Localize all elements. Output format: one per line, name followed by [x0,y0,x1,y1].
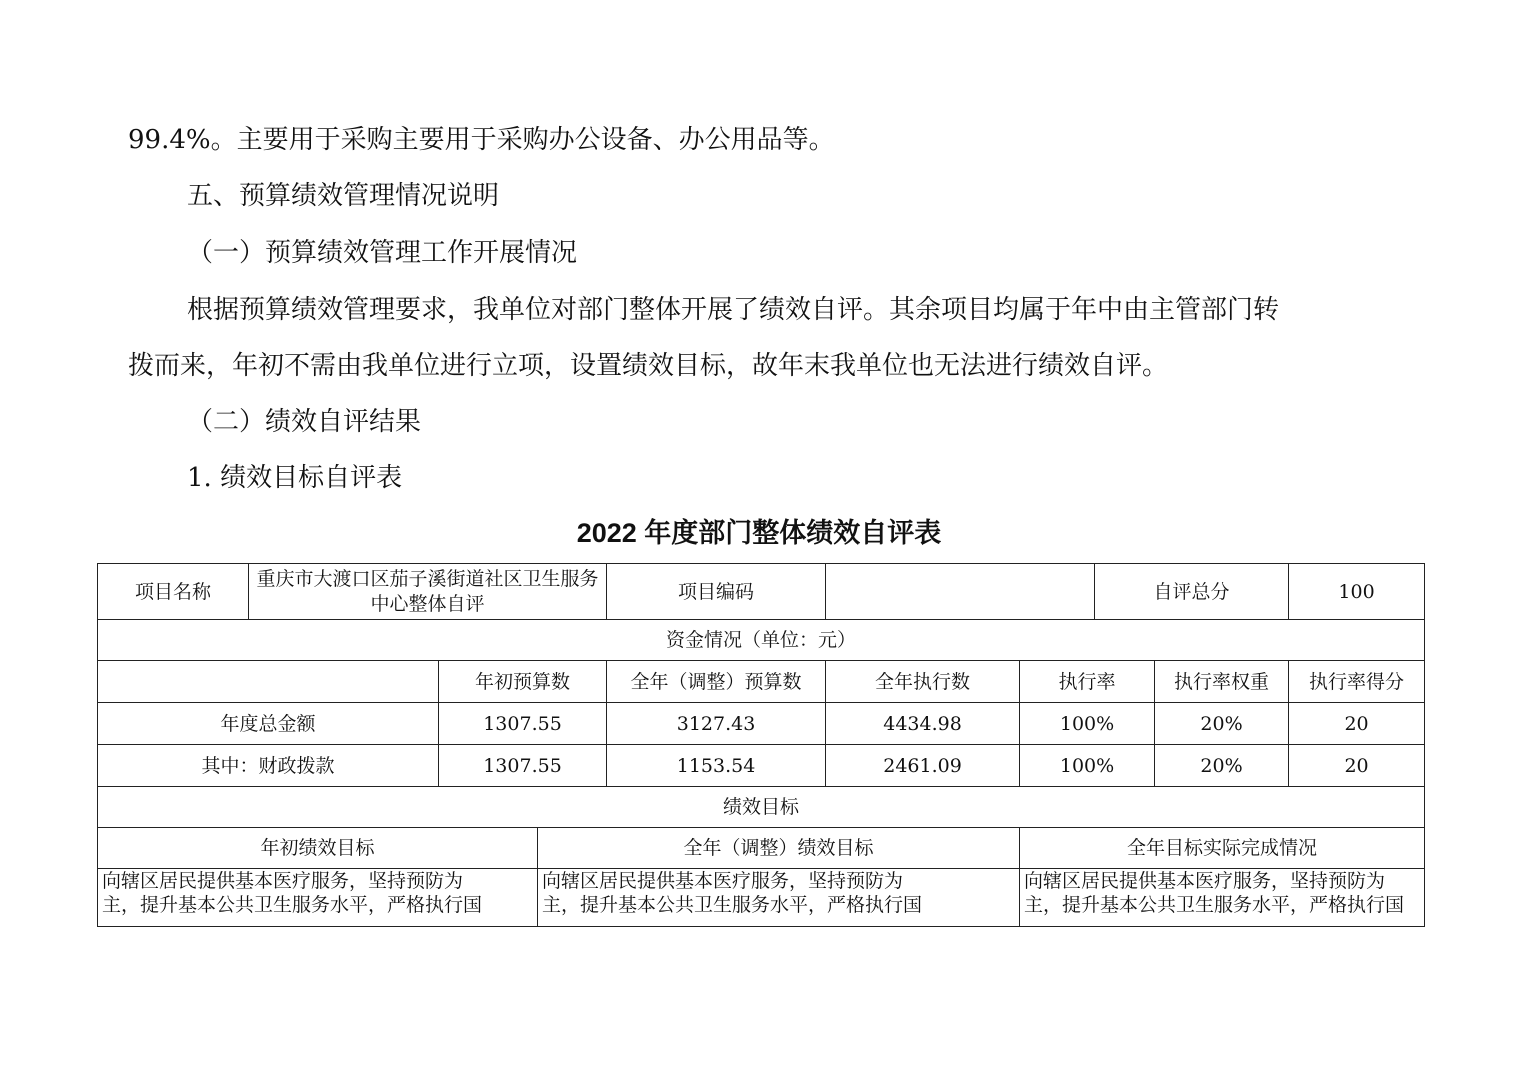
table-row-funds-header [98,620,1425,661]
goal-text-line1: 向辖区居民提供基本医疗服务，坚持预防为 [1024,870,1386,892]
cell-executed: 4434.98 [826,703,1020,745]
cell-initial-budget: 1307.55 [439,745,607,787]
table-row-goal-columns [98,828,1425,869]
goal-header-initial: 年初绩效目标 [98,828,538,869]
table-row-column-headers [98,661,1425,703]
project-name-line2: 中心整体自评 [370,592,485,615]
goal-text-line1: 向辖区居民提供基本医疗服务，坚持预防为 [542,870,904,892]
cell-rate-score: 20 [1289,745,1425,787]
score-label: 自评总分 [1095,564,1289,620]
header-rate-weight: 执行率权重 [1155,661,1289,703]
goal-text-adjusted [538,869,1020,927]
cell-rate: 100% [1020,745,1155,787]
project-name-label: 项目名称 [98,564,249,620]
cell-initial-budget: 1307.55 [439,703,607,745]
project-code-value [826,564,1095,620]
goal-text-line2: 主，提升基本公共卫生服务水平，严格执行国 [1024,894,1405,916]
table-row-goal-text [98,869,1425,927]
cell-adjusted-budget: 3127.43 [607,703,826,745]
row-label: 其中：财政拨款 [98,745,439,787]
subsection-heading-one: （一）预算绩效管理工作开展情况 [187,238,578,268]
cell-rate-weight: 20% [1155,703,1289,745]
score-value: 100 [1289,564,1425,620]
table-row-goals-header [98,787,1425,828]
cell-executed: 2461.09 [826,745,1020,787]
header-executed: 全年执行数 [826,661,1020,703]
project-code-label: 项目编码 [607,564,826,620]
project-name-value [249,564,607,620]
funds-header: 资金情况（单位：元） [98,620,1425,661]
header-initial-budget: 年初预算数 [439,661,607,703]
row-label: 年度总金额 [98,703,439,745]
goal-header-adjusted: 全年（调整）绩效目标 [538,828,1020,869]
goal-text-line2: 主，提升基本公共卫生服务水平，严格执行国 [102,894,483,916]
goal-text-actual [1020,869,1425,927]
paragraph-percent-usage: 99.4%。主要用于采购主要用于采购办公设备、办公用品等。 [128,125,835,155]
section-heading-five: 五、预算绩效管理情况说明 [187,181,500,211]
header-rate-score: 执行率得分 [1289,661,1425,703]
header-blank [98,661,439,703]
table-row [98,745,1425,787]
project-name-line1: 重庆市大渡口区茄子溪街道社区卫生服务 [256,567,599,590]
cell-rate: 100% [1020,703,1155,745]
table-title: 2022 年度部门整体绩效自评表 [576,518,942,548]
paragraph-body-line1: 根据预算绩效管理要求，我单位对部门整体开展了绩效自评。其余项目均属于年中由主管部门转 [187,295,1280,325]
goal-text-line2: 主，提升基本公共卫生服务水平，严格执行国 [542,894,923,916]
cell-rate-weight: 20% [1155,745,1289,787]
evaluation-table [97,563,1425,927]
table-row-project-info [98,564,1425,620]
table-row [98,703,1425,745]
header-rate: 执行率 [1020,661,1155,703]
item-heading-goal-table: 1. 绩效目标自评表 [187,463,403,493]
header-adjusted-budget: 全年（调整）预算数 [607,661,826,703]
paragraph-body-line2: 拨而来，年初不需由我单位进行立项，设置绩效目标，故年末我单位也无法进行绩效自评。 [128,351,1169,381]
cell-adjusted-budget: 1153.54 [607,745,826,787]
goals-header: 绩效目标 [98,787,1425,828]
subsection-heading-two: （二）绩效自评结果 [187,407,422,437]
goal-text-line1: 向辖区居民提供基本医疗服务，坚持预防为 [102,870,464,892]
goal-header-actual: 全年目标实际完成情况 [1020,828,1425,869]
goal-text-initial [98,869,538,927]
cell-rate-score: 20 [1289,703,1425,745]
